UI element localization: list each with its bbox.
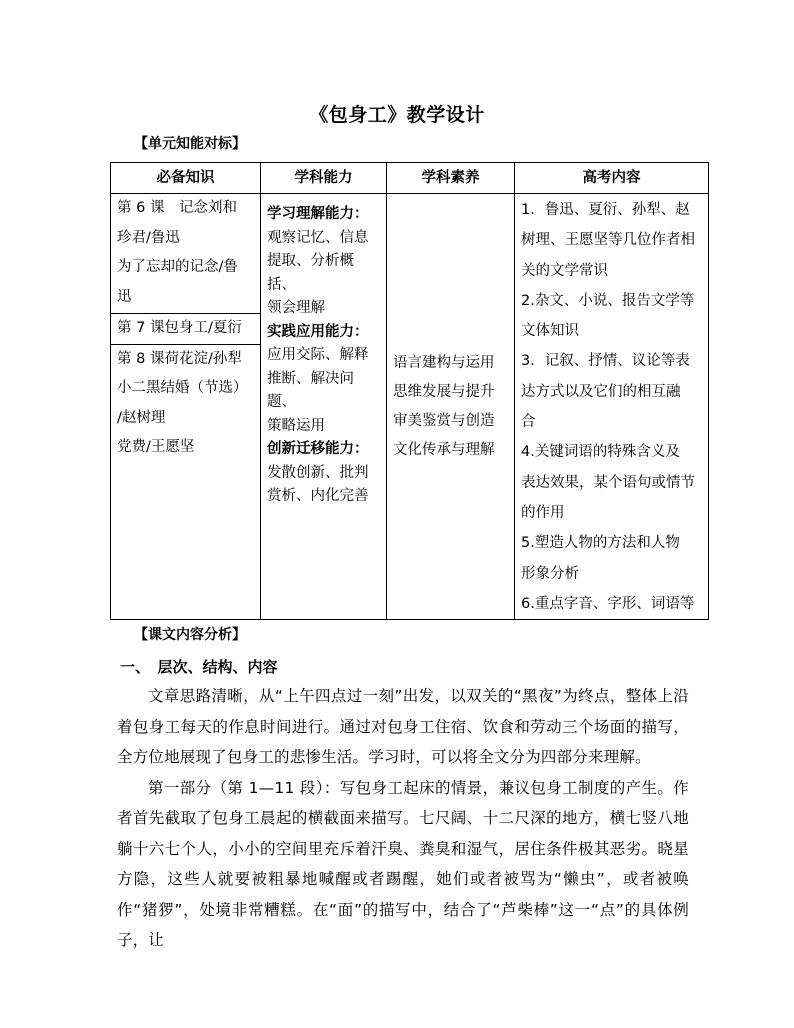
exam-line: 关的文学常识 — [521, 262, 608, 279]
ability-head: 实践应用能力： — [267, 323, 369, 340]
table-header-row — [111, 163, 709, 194]
ability-line: 赏析、内化完善 — [267, 488, 369, 504]
section-heading-unit-standards: 【单元知能对标】 — [134, 136, 246, 152]
table-row — [111, 194, 709, 314]
ability-line: 领会理解 — [267, 300, 325, 316]
ability-line: 策略运用 — [267, 417, 325, 434]
header-knowledge: 必备知识 — [111, 163, 261, 194]
literacy-line: 思维发展与提升 — [393, 383, 495, 400]
knowledge-cell-lesson8 — [111, 344, 261, 619]
exam-line: 树理、王愿坚等几位作者相 — [521, 232, 695, 249]
exam-line: 1．鲁迅、夏衍、孙犁、赵 — [521, 202, 690, 218]
ability-cell — [261, 194, 387, 620]
literacy-line: 语言建构与运用 — [393, 354, 495, 371]
knowledge-cell-lesson6 — [111, 194, 261, 314]
knowledge-line: /赵树理 — [117, 409, 166, 426]
header-ability: 学科能力 — [261, 163, 387, 194]
ability-head: 学习理解能力： — [267, 206, 369, 222]
page-title: 《包身工》教学设计 — [309, 104, 485, 126]
standards-table — [110, 162, 709, 620]
knowledge-line: 小二黑结婚（节选） — [117, 380, 248, 397]
knowledge-line: 第 8 课荷花淀/孙犁 — [117, 350, 242, 367]
knowledge-line: 第 6 课 记念刘和 — [117, 200, 237, 216]
body-text — [117, 681, 689, 956]
exam-line: 表达效果，某个语句或情节 — [521, 474, 695, 491]
exam-line: 形象分析 — [521, 565, 579, 582]
knowledge-line: 迅 — [117, 288, 132, 305]
exam-line: 的作用 — [521, 504, 565, 521]
paragraph: 文章思路清晰，从“上午四点过一刻”出发，以双关的“黑夜”为终点，整体上沿着包身工每天的作息时间进行。通过对包身工住宿、饮食和劳动三个场面的描写，全方位地展现了包身工的悲惨生活。学习时，可以将全文分为四部分来理解。 — [117, 687, 689, 766]
exam-line: 文体知识 — [521, 323, 579, 340]
knowledge-line: 第 7 课包身工/夏衍 — [117, 320, 242, 337]
knowledge-line: 为了忘却的记念/鲁 — [117, 259, 238, 275]
knowledge-line: 党费/王愿坚 — [117, 439, 195, 456]
paragraph: 第一部分（第 1—11 段）：写包身工起床的情景，兼议包身工制度的产生。作者首先截取了包身工晨起的横截面来描写。七尺阔、十二尺深的地方，横七竖八地躺十六七个人，小小的空间里充斥着汗臭、粪臭和湿气，居住条件极其恶劣。晓星方隐，这些人就要被粗暴地喊醒或者踢醒，她们或者被骂为“懒虫”，或者被唤作“猪猡”，处境非常糟糕。在“面”的描写中，结合了“芦柴棒”这一“点”的具体例子，让 — [117, 778, 689, 949]
exam-line: 2.杂文、小说、报告文学等 — [521, 292, 695, 309]
exam-line: 3．记叙、抒情、议论等表 — [521, 353, 690, 370]
header-exam: 高考内容 — [515, 163, 709, 194]
knowledge-cell-lesson7 — [111, 314, 261, 345]
exam-line: 5.塑造人物的方法和人物 — [521, 535, 680, 552]
exam-line: 6.重点字音、字形、词语等 — [521, 595, 695, 612]
ability-line: 应用交际、解释 — [267, 347, 369, 363]
ability-head: 创新迁移能力： — [267, 441, 369, 457]
exam-line: 合 — [521, 414, 536, 431]
heading-structure: 一、 层次、结构、内容 — [120, 658, 278, 676]
exam-line: 达方式以及它们的相互融 — [521, 383, 681, 400]
ability-line: 观察记忆、信息 — [267, 229, 369, 246]
ability-line: 提取、分析概括、 — [267, 253, 354, 293]
literacy-line: 文化传承与理解 — [393, 441, 495, 458]
literacy-line: 审美鉴赏与创造 — [393, 412, 495, 429]
exam-cell — [515, 194, 709, 620]
ability-line: 发散创新、批判 — [267, 464, 369, 481]
header-literacy: 学科素养 — [387, 163, 515, 194]
literacy-cell — [387, 194, 515, 620]
ability-line: 推断、解决问题、 — [267, 370, 354, 410]
knowledge-line: 珍君/鲁迅 — [117, 229, 180, 246]
section-heading-text-analysis: 【课文内容分析】 — [134, 627, 246, 643]
exam-line: 4.关键词语的特殊含义及 — [521, 444, 680, 461]
